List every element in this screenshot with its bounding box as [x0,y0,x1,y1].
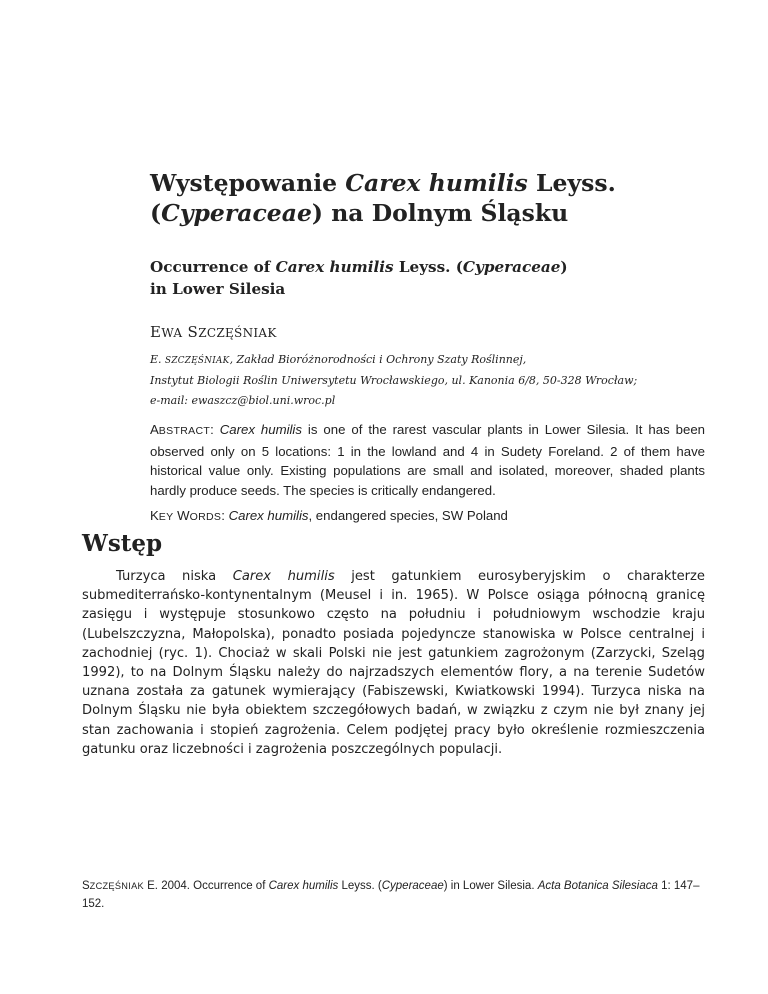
keywords-label-rest-2: ORDS [189,511,222,523]
affiliation-prefix: E. [150,353,166,366]
author-initial: E [150,323,162,341]
abstract-text: is one of the rarest vascular plants in Lower Silesia. It has been observed only on 5 locations: 1 in the lowland and 4 in Sudety Foreland. 2 of them have historical value only. Existing populations are small and isolated, moreover, shaded plants hardly produce seeds. The species is critically endangered. [150,422,705,498]
footer-region: ) in Lower Silesia. [443,880,538,892]
abstract-species: Carex humilis [219,422,302,437]
affiliation-department: , Zakład Bioróżnorodności i Ochrony Szaty Roślinnej, [229,353,527,366]
author-surname-rest: ZCZĘŚNIAK [198,326,277,340]
citation-footer [82,878,705,913]
footer-volume: 1: 147–152. [82,880,700,910]
footer-author-rest: ZCZĘŚNIAK [89,881,144,891]
keywords-label-initial: K [150,508,159,523]
abstract [150,420,705,500]
title-family: Cyperaceae [161,199,312,227]
affiliation-email: e-mail: ewaszcz@biol.uni.wroc.pl [150,394,336,407]
footer-text: E. 2004. Occurrence of [143,880,269,892]
title-species: Carex humilis [345,169,528,197]
affiliation-institute: Instytut Biologii Roślin Uniwersytetu Wrocławskiego, ul. Kanonia 6/8, 50-328 Wrocław; [150,374,638,387]
body-species: Carex humilis [232,569,335,584]
abstract-label-initial: A [150,422,159,437]
abstract-label-rest: BSTRACT [158,425,211,437]
author-first-rest: WA [161,326,183,340]
keywords-colon: : [221,508,229,523]
affiliation-name: SZCZĘŚNIAK [165,356,230,366]
keywords [150,508,705,523]
subtitle-species: Carex humilis [275,258,394,276]
author-surname-initial: S [182,323,199,341]
title-paren-open: ( [150,199,162,227]
keywords-label-initial-2: W [173,508,190,523]
subtitle-citation: Leyss. ( [393,258,463,276]
author-name [150,323,277,341]
subtitle-text: Occurrence of [150,258,276,276]
footer-species: Carex humilis [268,880,339,892]
title-region: ) na Dolnym Śląsku [311,199,569,227]
abstract-colon: : [210,422,220,437]
subtitle-family: Cyperaceae [462,258,561,276]
footer-family: Cyperaceae [381,880,444,892]
subtitle-region: in Lower Silesia [150,280,286,298]
affiliation [150,350,710,411]
body-text: jest gatunkiem eurosyberyjskim o charakterze submediterrańsko-kontynentalnym (Meusel i in. 1965). W Polsce osiąga północną granicę zasięgu i występuje stosunkowo często na południu i południowym wschodzie kraju (Lubelszczyzna, Małopolska), ponadto posiada pojedyncze stanowiska w Polsce centralnej i zachodniej (ryc. 1). Chociaż w skali Polski nie jest gatunkiem zagrożonym (Zarzycki, Szeląg 1992), to na Dolnym Śląsku należy do najrzadszych elementów flory, a na terenie Sudetów uznana została za gatunek wymierający (Fabiszewski, Kwiatkowski 1994). Turzyca niska na Dolnym Śląsku nie była obiektem szczegółowych badań, w związku z czym nie był znany jej stan zachowania i stopień zagrożenia. Celem podjętej pracy było określenie rozmieszczenia gatunku oraz liczebności i zagrożenia poszczególnych populacji. [82,569,705,757]
section-heading: Wstęp [82,530,163,557]
footer-journal: Acta Botanica Silesiaca [537,880,658,892]
footer-citation: Leyss. ( [338,880,382,892]
footer-author-initial: S [82,880,90,892]
title-author-citation: Leyss. [527,169,616,197]
english-title [150,256,710,300]
keywords-list: , endangered species, SW Poland [308,508,508,523]
body-paragraph [82,567,705,759]
title-text: Występowanie [150,169,346,197]
keywords-species: Carex humilis [228,508,309,523]
body-text-start: Turzyca niska [116,569,233,584]
subtitle-paren-close: ) [560,258,568,276]
article-title [150,168,710,228]
keywords-label-rest: EY [158,511,174,523]
